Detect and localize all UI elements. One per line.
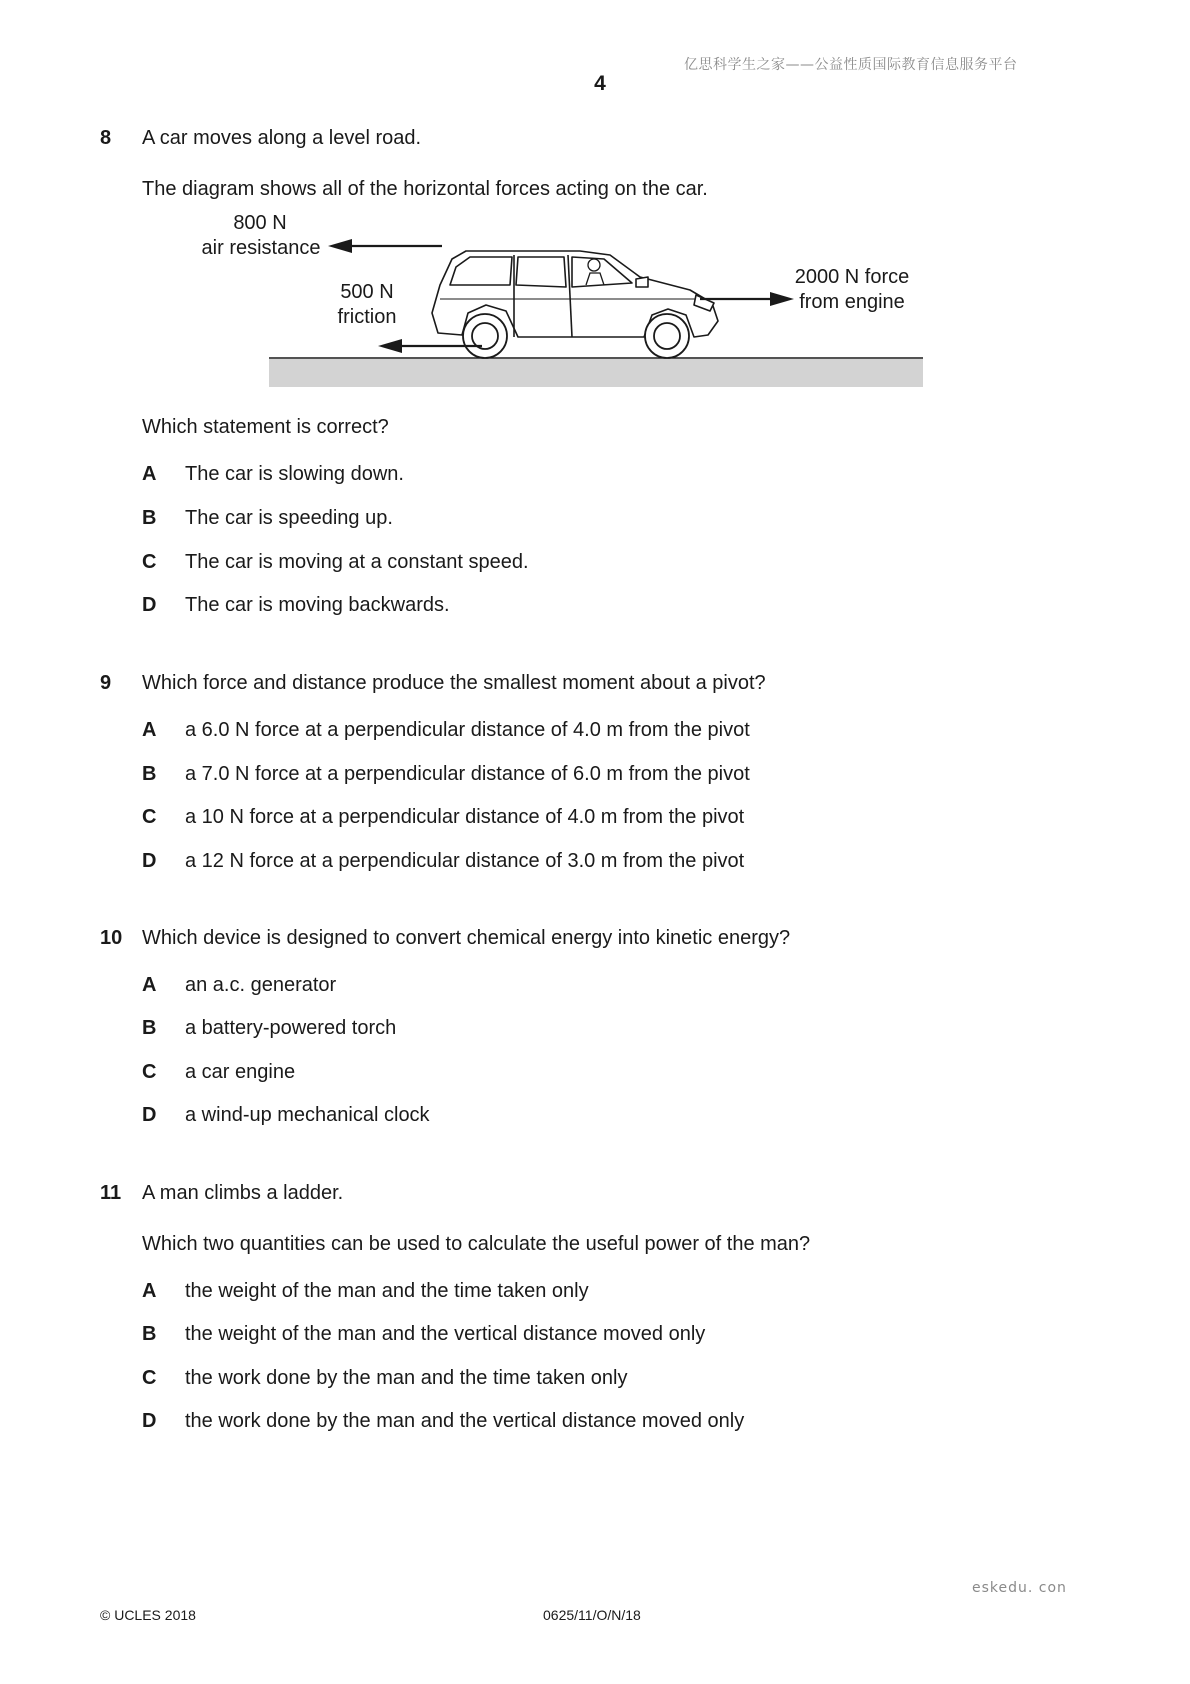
question-11-number: 11 — [100, 1182, 122, 1204]
q8-option-letter: A — [142, 463, 157, 485]
q8-option-a: The car is slowing down. — [185, 463, 404, 485]
q9-option-letter: A — [142, 719, 157, 741]
q9-option-d: a 12 N force at a perpendicular distance of 3.0 m from the pivot — [185, 850, 745, 872]
q8-option-letter: C — [142, 551, 157, 573]
question-9-stem: Which force and distance produce the smallest moment about a pivot? — [142, 672, 766, 694]
engine-label: from engine — [799, 291, 905, 313]
q8-option-letter: B — [142, 507, 157, 529]
question-10-number: 10 — [100, 927, 123, 949]
q10-option-d: a wind-up mechanical clock — [185, 1104, 430, 1126]
q11-option-letter: A — [142, 1280, 157, 1302]
q8-option-b: The car is speeding up. — [185, 507, 393, 529]
q10-option-letter: B — [142, 1017, 157, 1039]
footer-paper-code: 0625/11/O/N/18 — [543, 1607, 641, 1623]
q11-option-b: the weight of the man and the vertical distance moved only — [185, 1323, 706, 1345]
q9-option-a: a 6.0 N force at a perpendicular distance of 4.0 m from the pivot — [185, 719, 750, 741]
car-forces-diagram — [200, 215, 1000, 390]
road-surface — [269, 359, 923, 387]
q11-option-letter: D — [142, 1410, 157, 1432]
q8-option-letter: D — [142, 594, 157, 616]
question-8-prompt: Which statement is correct? — [142, 416, 389, 438]
q9-option-letter: C — [142, 806, 157, 828]
q10-option-b: a battery-powered torch — [185, 1017, 397, 1039]
question-8-number: 8 — [100, 127, 112, 149]
q11-option-d: the work done by the man and the vertical distance moved only — [185, 1410, 745, 1432]
q9-option-b: a 7.0 N force at a perpendicular distance of 6.0 m from the pivot — [185, 763, 750, 785]
q11-option-letter: C — [142, 1367, 157, 1389]
q8-option-d: The car is moving backwards. — [185, 594, 450, 616]
page-number: 4 — [594, 72, 606, 95]
q11-option-letter: B — [142, 1323, 157, 1345]
question-8-stem: A car moves along a level road. — [142, 127, 422, 149]
q9-option-c: a 10 N force at a perpendicular distance of 4.0 m from the pivot — [185, 806, 745, 828]
q10-option-letter: D — [142, 1104, 157, 1126]
question-11-prompt: Which two quantities can be used to calculate the useful power of the man? — [142, 1233, 811, 1255]
air-resistance-label: air resistance — [201, 237, 321, 259]
question-11-stem: A man climbs a ladder. — [142, 1182, 344, 1204]
question-8-context: The diagram shows all of the horizontal forces acting on the car. — [142, 178, 708, 200]
q10-option-letter: C — [142, 1061, 157, 1083]
q11-option-c: the work done by the man and the time taken only — [185, 1367, 628, 1389]
q10-option-c: a car engine — [185, 1061, 296, 1083]
friction-force-label: 500 N — [340, 281, 394, 303]
q11-option-a: the weight of the man and the time taken only — [185, 1280, 589, 1302]
question-10-stem: Which device is designed to convert chemical energy into kinetic energy? — [142, 927, 791, 949]
engine-force-label: 2000 N force — [794, 266, 910, 288]
friction-label: friction — [337, 306, 397, 328]
q9-option-letter: B — [142, 763, 157, 785]
q10-option-letter: A — [142, 974, 157, 996]
q8-option-c: The car is moving at a constant speed. — [185, 551, 529, 573]
q10-option-a: an a.c. generator — [185, 974, 337, 996]
q9-option-letter: D — [142, 850, 157, 872]
footer-copyright: © UCLES 2018 — [100, 1607, 196, 1623]
site-header-title: 亿思科学生之家——公益性质国际教育信息服务平台 — [684, 57, 1018, 73]
question-9-number: 9 — [100, 672, 112, 694]
footer-site-watermark: eskedu. con — [972, 1580, 1067, 1596]
air-resistance-force-label: 800 N — [233, 215, 287, 234]
